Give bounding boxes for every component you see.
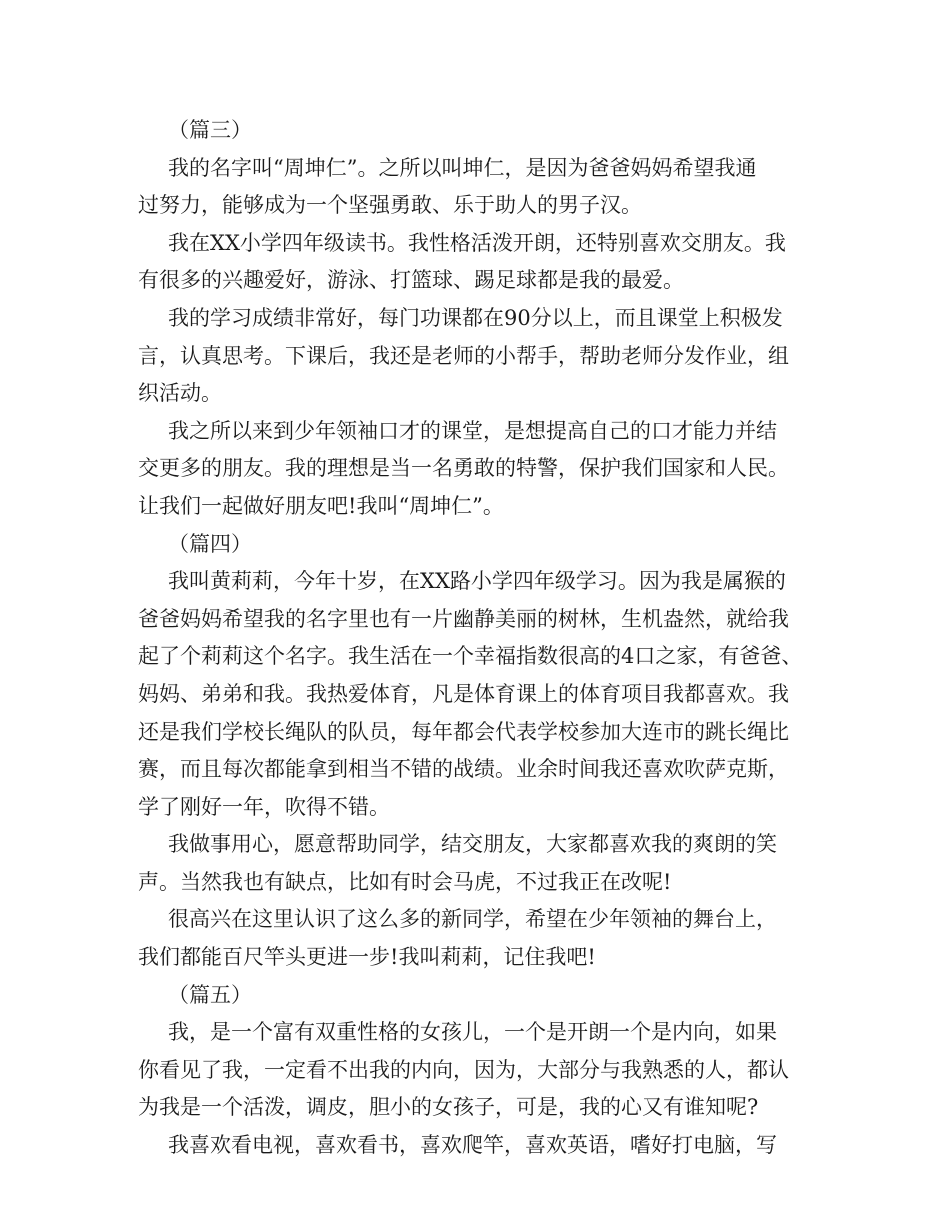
text-line: 言，认真思考。下课后，我还是老师的小帮手，帮助老师分发作业，组: [138, 343, 789, 368]
text-line: 我的名字叫“周坤仁”。之所以叫坤仁，是因为爸爸妈妈希望我通: [168, 155, 757, 180]
text-line: 声。当然我也有缺点，比如有时会马虎，不过我正在改呢!: [138, 869, 672, 894]
text-line: 我之所以来到少年领袖口才的课堂，是想提高自己的口才能力并结: [168, 418, 777, 443]
text-line: 我喜欢看电视，喜欢看书，喜欢爬竿，喜欢英语，嗜好打电脑，写: [168, 1133, 777, 1158]
text-line: 我叫黄莉莉，今年十岁，在XX路小学四年级学习。因为我是属猴的: [168, 569, 786, 594]
text-line: 还是我们学校长绳队的队员，每年都会代表学校参加大连市的跳长绳比: [138, 719, 789, 744]
text-line: 我，是一个富有双重性格的女孩儿，一个是开朗一个是内向，如果: [168, 1020, 777, 1045]
text-line: 爸爸妈妈希望我的名字里也有一片幽静美丽的树林，生机盎然，就给我: [138, 606, 789, 631]
paragraph: [138, 1014, 828, 1127]
text-line: 我做事用心，愿意帮助同学，结交朋友，大家都喜欢我的爽朗的笑: [168, 832, 777, 857]
text-line: 我在XX小学四年级读书。我性格活泼开朗，还特别喜欢交朋友。我: [168, 230, 786, 255]
text-line: 我的学习成绩非常好，每门功课都在90分以上，而且课堂上积极发: [168, 305, 783, 330]
text-line: 很高兴在这里认识了这么多的新同学，希望在少年领袖的舞台上，: [168, 907, 777, 932]
text-line: 妈妈、弟弟和我。我热爱体育，凡是体育课上的体育项目我都喜欢。我: [138, 681, 789, 706]
text-line: 我们都能百尺竿头更进一步!我叫莉莉，记住我吧!: [138, 945, 596, 970]
text-line: 起了个莉莉这个名字。我生活在一个幸福指数很高的4口之家，有爸爸、: [138, 644, 803, 669]
text-line: 有很多的兴趣爱好，游泳、打篮球、踢足球都是我的最爱。: [138, 268, 684, 293]
section-heading: （篇五）: [168, 982, 252, 1007]
text-line: 为我是一个活泼，调皮，胆小的女孩子，可是，我的心又有谁知呢?: [138, 1095, 759, 1120]
text-line: 你看见了我，一定看不出我的内向，因为，大部分与我熟悉的人，都认: [138, 1057, 789, 1082]
paragraph: [138, 901, 828, 976]
section-heading: （篇四）: [168, 531, 252, 556]
text-line: 让我们一起做好朋友吧!我叫“周坤仁”。: [138, 493, 504, 518]
text-line: 交更多的朋友。我的理想是当一名勇敢的特警，保护我们国家和人民。: [138, 456, 789, 481]
paragraph: [138, 413, 828, 526]
text-line: 赛，而且每次都能拿到相当不错的战绩。业余时间我还喜欢吹萨克斯，: [138, 757, 789, 782]
paragraph: [138, 563, 828, 826]
paragraph: [138, 826, 828, 901]
section-heading: （篇三）: [168, 118, 252, 142]
paragraph: [138, 300, 828, 413]
paragraph: [138, 1127, 828, 1165]
text-line: 学了刚好一年，吹得不错。: [138, 794, 390, 819]
paragraph: [138, 150, 828, 225]
text-line: 织活动。: [138, 381, 222, 406]
text-line: 过努力，能够成为一个坚强勇敢、乐于助人的男子汉。: [138, 193, 642, 218]
paragraph: [138, 225, 828, 300]
document-body: [138, 112, 828, 1165]
